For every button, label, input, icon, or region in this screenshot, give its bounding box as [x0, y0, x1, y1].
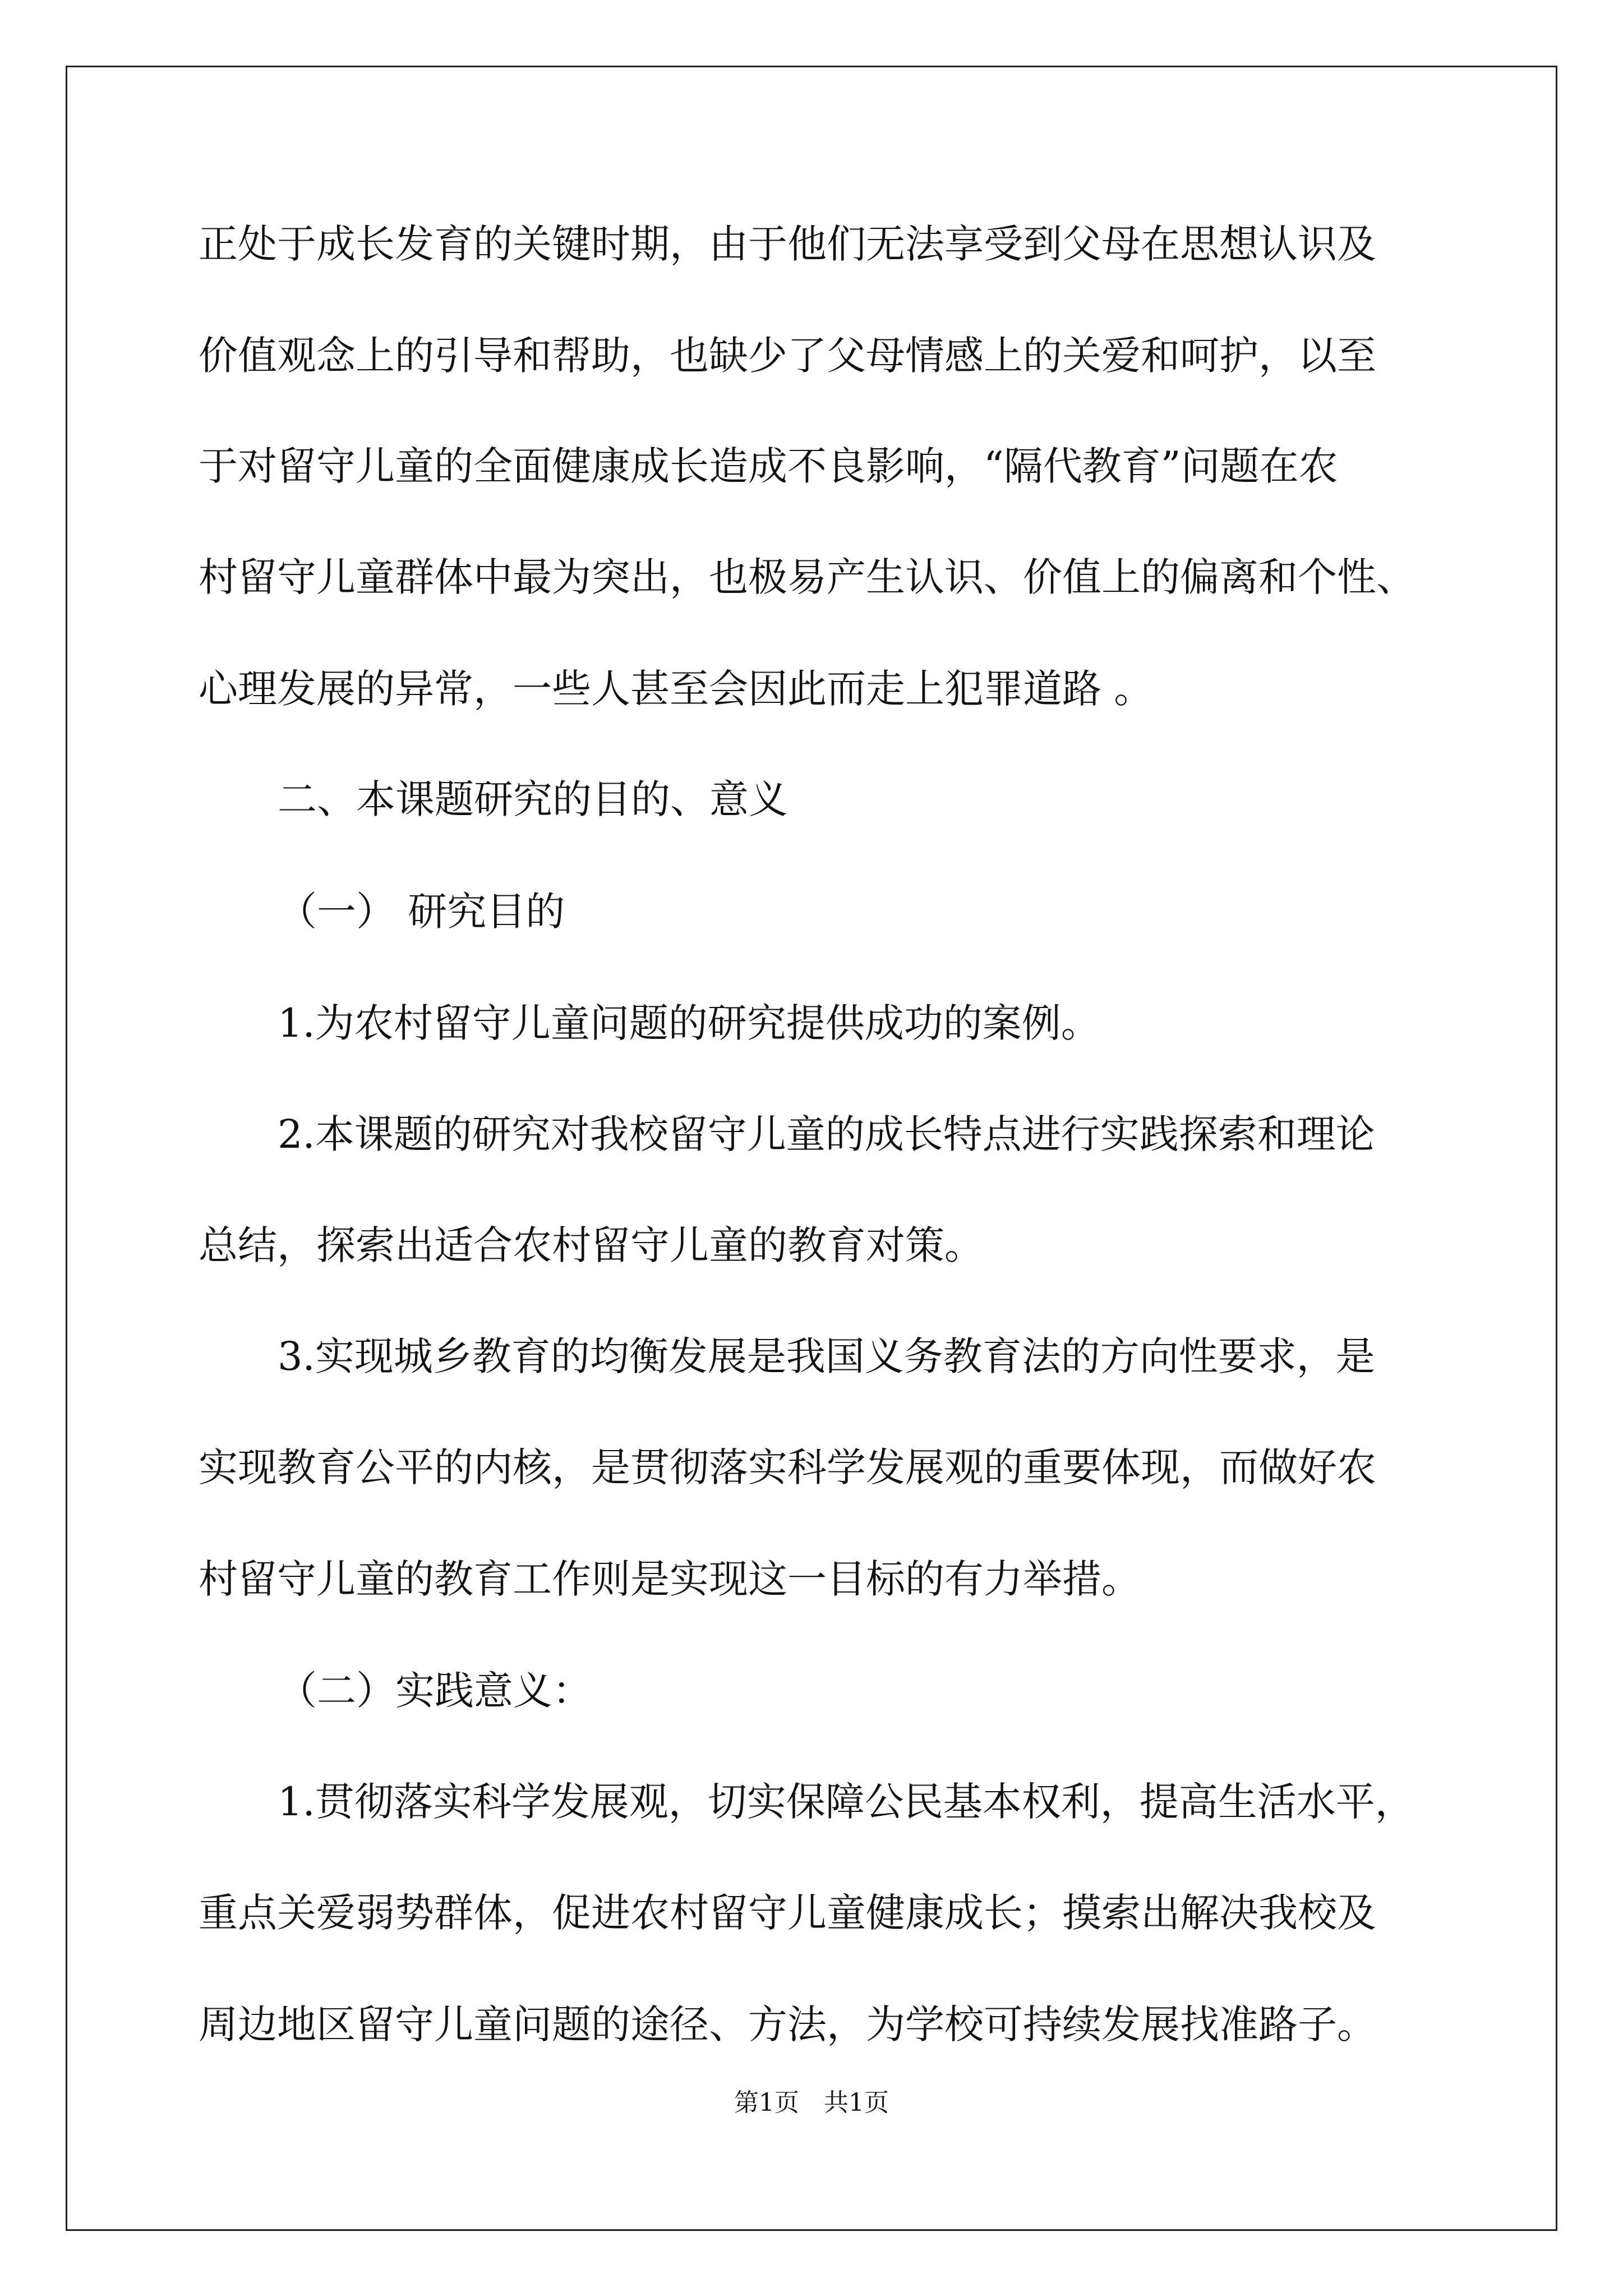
- subsection-heading: （一） 研究目的: [278, 889, 565, 935]
- body-text-line: 1.为农村留守儿童问题的研究提供成功的案例。: [278, 1000, 1100, 1046]
- body-text-line: 村留守儿童群体中最为突出，也极易产生认识、价值上的偏离和个性、: [199, 554, 1415, 600]
- body-text-line: 价值观念上的引导和帮助，也缺少了父母情感上的关爱和呵护，以至: [199, 333, 1376, 379]
- body-text-line: 正处于成长发育的关键时期，由于他们无法享受到父母在思想认识及: [199, 221, 1376, 267]
- body-text-line: 2.本课题的研究对我校留守儿童的成长特点进行实践探索和理论: [278, 1111, 1375, 1157]
- body-text-line: 村留守儿童的教育工作则是实现这一目标的有力举措。: [199, 1556, 1141, 1602]
- body-text-line: 于对留守儿童的全面健康成长造成不良影响，“隔代教育”问题在农: [199, 443, 1338, 489]
- subsection-heading: （二）实践意义：: [278, 1668, 592, 1714]
- body-text-line: 1.贯彻落实科学发展观，切实保障公民基本权利，提高生活水平，: [278, 1779, 1414, 1825]
- page-footer: 第1页 共1页: [734, 2088, 889, 2117]
- body-text-line: 3.实现城乡教育的均衡发展是我国义务教育法的方向性要求，是: [278, 1333, 1375, 1379]
- section-heading: 二、本课题研究的目的、意义: [278, 776, 788, 822]
- body-text-line: 周边地区留守儿童问题的途径、方法，为学校可持续发展找准路子。: [199, 2001, 1376, 2047]
- body-text-line: 心理发展的异常，一些人甚至会因此而走上犯罪道路 。: [199, 666, 1154, 712]
- body-text-line: 实现教育公平的内核，是贯彻落实科学发展观的重要体现，而做好农: [199, 1444, 1376, 1490]
- body-text-line: 总结，探索出适合农村留守儿童的教育对策。: [199, 1222, 984, 1268]
- body-text-line: 重点关爱弱势群体，促进农村留守儿童健康成长；摸索出解决我校及: [199, 1890, 1376, 1936]
